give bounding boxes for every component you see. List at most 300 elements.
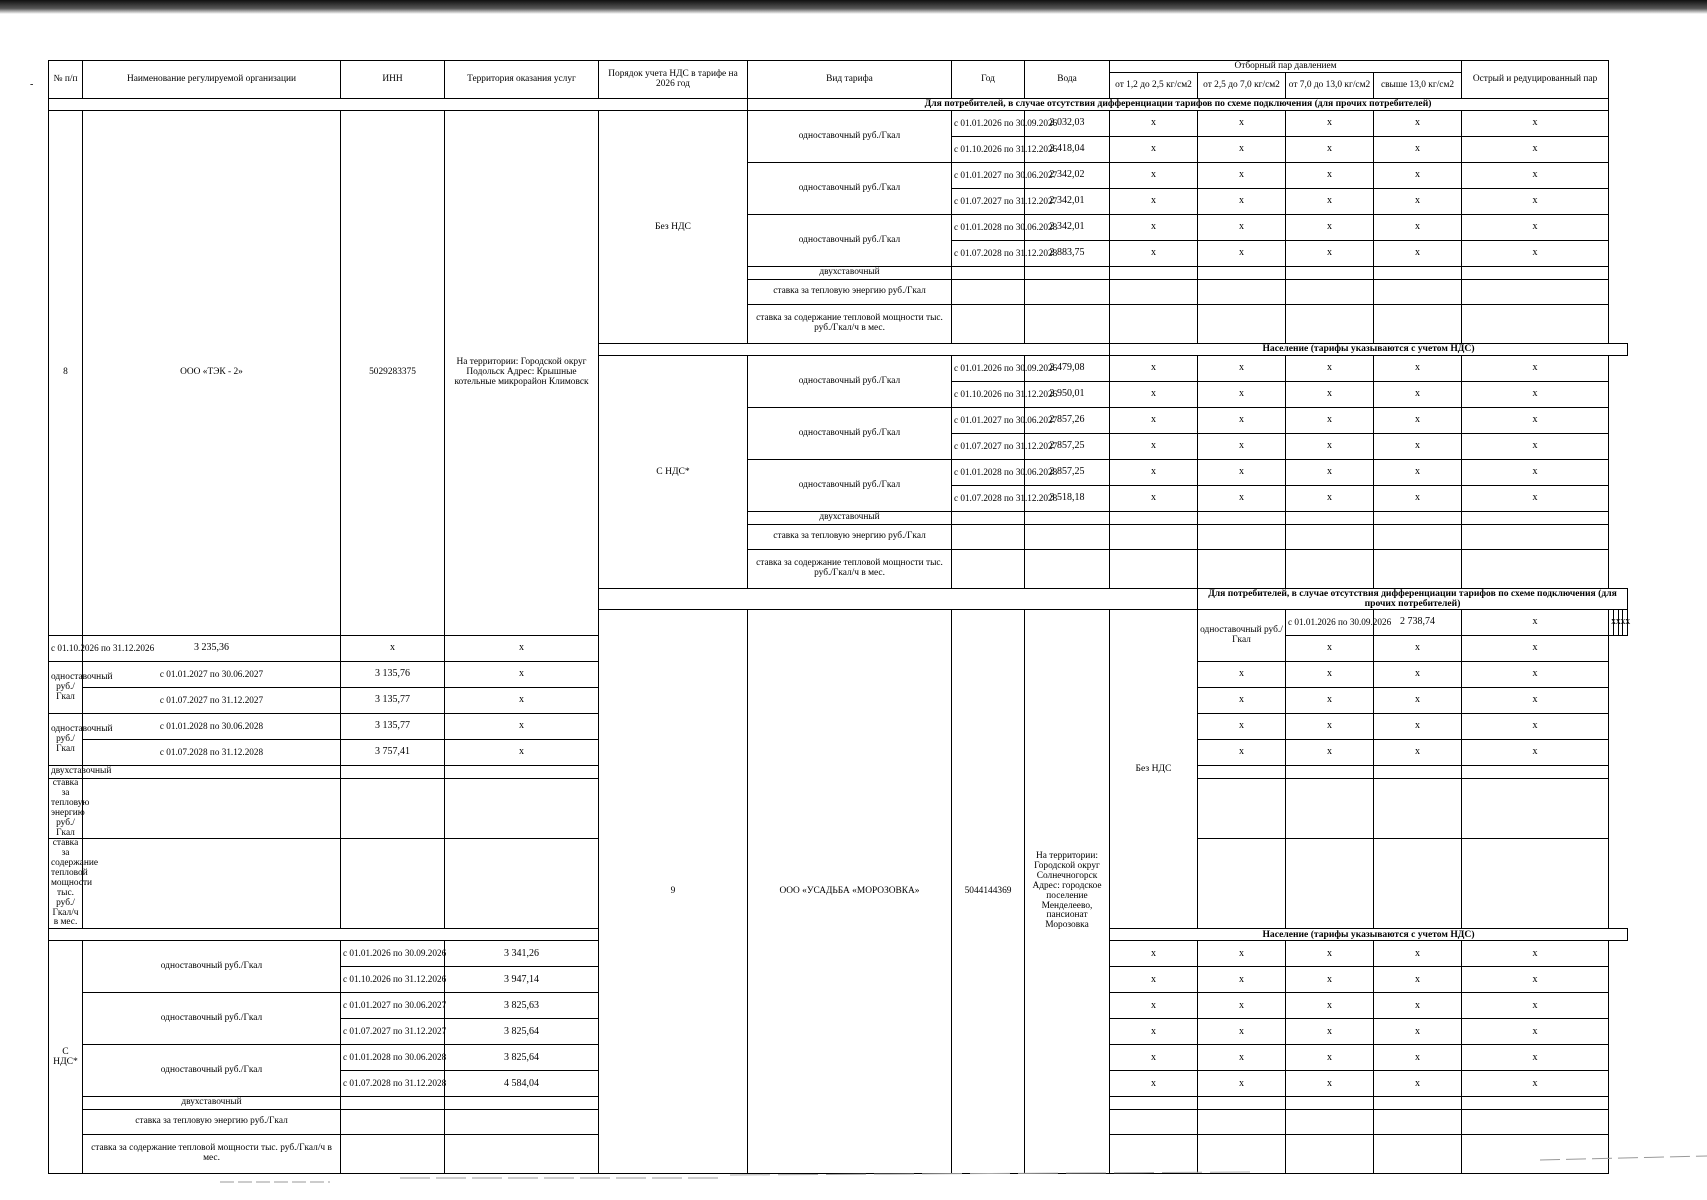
tariff-one-part: одноставочный руб./Гкал xyxy=(83,993,341,1045)
x-cell: x xyxy=(1462,740,1609,766)
empty-cell xyxy=(1374,839,1462,929)
x-cell: x xyxy=(1374,408,1462,434)
water-value: 2 883,75 xyxy=(1025,241,1110,267)
empty-cell xyxy=(1462,280,1609,305)
x-cell: x xyxy=(1374,714,1462,740)
tariff-one-part: одноставочный руб./Гкал xyxy=(83,1045,341,1097)
x-cell: x xyxy=(1462,215,1609,241)
x-cell: x xyxy=(1286,662,1374,688)
x-cell: x xyxy=(1286,1045,1374,1071)
empty-cell xyxy=(1286,1097,1374,1110)
band-label: Население (тарифы указываются с учетом НДС) xyxy=(1110,929,1628,941)
col-steam-group: Отборный пар давлением xyxy=(1110,61,1462,73)
x-cell: x xyxy=(1286,382,1374,408)
tariff-two-part: двухставочный xyxy=(83,1097,341,1110)
x-cell: x xyxy=(1374,356,1462,382)
x-cell: x xyxy=(1286,993,1374,1019)
x-cell: x xyxy=(1286,714,1374,740)
empty-cell xyxy=(952,550,1025,589)
x-cell: x xyxy=(1198,137,1286,163)
x-cell: x xyxy=(1198,189,1286,215)
x-cell: x xyxy=(1198,356,1286,382)
empty-cell xyxy=(1198,779,1286,839)
col-num: № п/п xyxy=(49,61,83,99)
period: с 01.01.2028 по 30.06.2028 xyxy=(83,714,341,740)
x-cell: x xyxy=(1198,460,1286,486)
org-number: 8 xyxy=(49,111,83,636)
empty-cell xyxy=(1374,512,1462,525)
empty-cell xyxy=(83,839,341,929)
x-cell: x xyxy=(445,688,599,714)
x-cell: x xyxy=(1462,993,1609,1019)
empty-cell xyxy=(1198,766,1286,779)
empty-cell xyxy=(1110,1097,1198,1110)
water-value: 2 342,01 xyxy=(1025,189,1110,215)
empty-cell xyxy=(445,1097,599,1110)
empty-cell xyxy=(1198,1110,1286,1135)
period: с 01.10.2026 по 31.12.2026 xyxy=(952,137,1025,163)
x-cell: x xyxy=(1110,408,1198,434)
x-cell: x xyxy=(1374,993,1462,1019)
water-value: 3 825,63 xyxy=(445,993,599,1019)
empty-cell xyxy=(1025,267,1110,280)
band-label: Для потребителей, в случае отсутствия дифференциации тарифов по схеме подключения (для прочих потребителей) xyxy=(1198,589,1628,610)
x-cell: x xyxy=(1198,993,1286,1019)
scan-top-edge xyxy=(0,0,1707,14)
period: с 01.10.2026 по 31.12.2026 xyxy=(49,636,83,662)
x-cell: x xyxy=(1110,189,1198,215)
tariff-capacity-rate: ставка за содержание тепловой мощности тыс. руб./Гкал/ч в мес. xyxy=(748,550,952,589)
x-cell: x xyxy=(1110,967,1198,993)
x-cell: x xyxy=(1110,241,1198,267)
x-cell: x xyxy=(1462,241,1609,267)
empty-cell xyxy=(1286,1110,1374,1135)
x-cell: x xyxy=(1462,1019,1609,1045)
tariff-one-part: одноставочный руб./Гкал xyxy=(748,460,952,512)
empty-cell xyxy=(445,766,599,779)
x-cell: x xyxy=(1623,610,1628,636)
x-cell: x xyxy=(1286,1019,1374,1045)
x-cell: x xyxy=(1462,382,1609,408)
x-cell: x xyxy=(1286,137,1374,163)
empty-cell xyxy=(1286,839,1374,929)
x-cell: x xyxy=(1198,1019,1286,1045)
empty-cell xyxy=(1110,280,1198,305)
band-left xyxy=(599,589,1198,610)
empty-cell xyxy=(1286,512,1374,525)
x-cell: x xyxy=(1374,941,1462,967)
x-cell: x xyxy=(1462,189,1609,215)
tariff-capacity-rate: ставка за содержание тепловой мощности тыс. руб./Гкал/ч в мес. xyxy=(49,839,83,929)
tariff-one-part: одноставочный руб./Гкал xyxy=(748,163,952,215)
empty-cell xyxy=(1198,1097,1286,1110)
org-inn: 5044144369 xyxy=(952,610,1025,1174)
period: с 01.07.2028 по 31.12.2028 xyxy=(952,241,1025,267)
x-cell: x xyxy=(1462,636,1609,662)
x-cell: x xyxy=(1462,1045,1609,1071)
tariff-one-part: одноставочный руб./Гкал xyxy=(748,215,952,267)
water-value: 3 825,64 xyxy=(445,1019,599,1045)
water-value: 3 757,41 xyxy=(341,740,445,766)
water-value: 3 135,77 xyxy=(341,714,445,740)
x-cell: x xyxy=(1374,215,1462,241)
empty-cell xyxy=(1025,512,1110,525)
org-inn: 5029283375 xyxy=(341,111,445,636)
water-value: 3 135,76 xyxy=(341,662,445,688)
period: с 01.01.2026 по 30.09.2026 xyxy=(952,356,1025,382)
margin-mark: - xyxy=(30,79,34,90)
water-value: 2 738,74 xyxy=(1374,610,1462,636)
empty-cell xyxy=(1462,550,1609,589)
tariff-one-part: одноставочный руб./Гкал xyxy=(748,111,952,163)
period: с 01.07.2028 по 31.12.2028 xyxy=(341,1071,445,1097)
band-left xyxy=(49,99,748,111)
period: с 01.01.2028 по 30.06.2028 xyxy=(952,460,1025,486)
x-cell: x xyxy=(1462,1071,1609,1097)
empty-cell xyxy=(1462,305,1609,344)
x-cell: x xyxy=(1374,688,1462,714)
empty-cell xyxy=(1374,267,1462,280)
empty-cell xyxy=(1110,550,1198,589)
x-cell: x xyxy=(1462,486,1609,512)
vat-order: Без НДС xyxy=(1110,610,1198,929)
water-value: 2 479,08 xyxy=(1025,356,1110,382)
x-cell: x xyxy=(1462,714,1609,740)
x-cell: x xyxy=(1462,408,1609,434)
org-territory: На территории: Городской округ Солнечногорск Адрес: городское поселение Менделеево, пансионат Морозовка xyxy=(1025,610,1110,1174)
water-value: 3 947,14 xyxy=(445,967,599,993)
x-cell: x xyxy=(1286,111,1374,137)
table-body xyxy=(49,98,1631,1174)
x-cell: x xyxy=(341,636,445,662)
col-inn: ИНН xyxy=(341,61,445,99)
tariff-one-part: одноставочный руб./Гкал xyxy=(49,714,83,766)
empty-cell xyxy=(952,305,1025,344)
org-name: ООО «УСАДЬБА «МОРОЗОВКА» xyxy=(748,610,952,1174)
x-cell: x xyxy=(1462,610,1609,636)
x-cell: x xyxy=(1198,382,1286,408)
period: с 01.07.2027 по 31.12.2027 xyxy=(83,688,341,714)
x-cell: x xyxy=(1462,356,1609,382)
empty-cell xyxy=(1462,1110,1609,1135)
empty-cell xyxy=(1286,267,1374,280)
tariff-two-part: двухставочный xyxy=(748,267,952,280)
x-cell: x xyxy=(1286,356,1374,382)
tariff-one-part: одноставочный руб./Гкал xyxy=(83,941,341,993)
x-cell: x xyxy=(1198,941,1286,967)
tariff-two-part: двухставочный xyxy=(49,766,83,779)
tariff-heat-rate: ставка за тепловую энергию руб./Гкал xyxy=(83,1110,341,1135)
col-steam-3: от 7,0 до 13,0 кг/см2 xyxy=(1286,73,1374,99)
empty-cell xyxy=(1374,550,1462,589)
col-water: Вода xyxy=(1025,61,1110,99)
water-value: 2 950,01 xyxy=(1025,382,1110,408)
tariff-one-part: одноставочный руб./Гкал xyxy=(1198,610,1286,662)
empty-cell xyxy=(445,779,599,839)
x-cell: x xyxy=(1198,408,1286,434)
empty-cell xyxy=(1025,305,1110,344)
x-cell: x xyxy=(1613,610,1618,636)
x-cell: x xyxy=(1198,163,1286,189)
x-cell: x xyxy=(1374,486,1462,512)
empty-cell xyxy=(1025,280,1110,305)
x-cell: x xyxy=(1286,408,1374,434)
x-cell: x xyxy=(1374,189,1462,215)
x-cell: x xyxy=(1286,740,1374,766)
col-steam-2: от 2,5 до 7,0 кг/см2 xyxy=(1198,73,1286,99)
x-cell: x xyxy=(1286,434,1374,460)
water-value: 3 341,26 xyxy=(445,941,599,967)
x-cell: x xyxy=(1110,993,1198,1019)
x-cell: x xyxy=(1110,1045,1198,1071)
empty-cell xyxy=(1462,525,1609,550)
empty-cell xyxy=(1110,267,1198,280)
x-cell: x xyxy=(1286,636,1374,662)
empty-cell xyxy=(1198,550,1286,589)
x-cell: x xyxy=(1374,662,1462,688)
col-org: Наименование регулируемой организации xyxy=(83,61,341,99)
period: с 01.07.2028 по 31.12.2028 xyxy=(952,486,1025,512)
water-value: 2 857,25 xyxy=(1025,460,1110,486)
period: с 01.07.2027 по 31.12.2027 xyxy=(341,1019,445,1045)
x-cell: x xyxy=(1374,460,1462,486)
period: с 01.01.2026 по 30.09.2026 xyxy=(341,941,445,967)
empty-cell xyxy=(1198,512,1286,525)
col-territory: Территория оказания услуг xyxy=(445,61,599,99)
empty-cell xyxy=(445,1110,599,1135)
x-cell: x xyxy=(1374,241,1462,267)
period: с 01.07.2028 по 31.12.2028 xyxy=(83,740,341,766)
empty-cell xyxy=(445,839,599,929)
x-cell: x xyxy=(1110,486,1198,512)
x-cell: x xyxy=(1110,1019,1198,1045)
water-value: 3 825,64 xyxy=(445,1045,599,1071)
water-value: 3 135,77 xyxy=(341,688,445,714)
empty-cell xyxy=(1198,305,1286,344)
x-cell: x xyxy=(1198,1045,1286,1071)
band-label: Для потребителей, в случае отсутствия дифференциации тарифов по схеме подключения (для прочих потребителей) xyxy=(748,99,1609,111)
empty-cell xyxy=(1462,1097,1609,1110)
period: с 01.01.2027 по 30.06.2027 xyxy=(83,662,341,688)
empty-cell xyxy=(1462,267,1609,280)
x-cell: x xyxy=(1462,967,1609,993)
empty-cell xyxy=(1286,280,1374,305)
empty-cell xyxy=(1286,779,1374,839)
empty-cell xyxy=(1462,779,1609,839)
x-cell: x xyxy=(1110,111,1198,137)
period: с 01.10.2026 по 31.12.2026 xyxy=(952,382,1025,408)
period: с 01.01.2028 по 30.06.2028 xyxy=(341,1045,445,1071)
x-cell: x xyxy=(1110,137,1198,163)
period: с 01.10.2026 по 31.12.2026 xyxy=(341,967,445,993)
col-steam-4: свыше 13,0 кг/см2 xyxy=(1374,73,1462,99)
empty-cell xyxy=(1110,1110,1198,1135)
tariff-one-part: одноставочный руб./Гкал xyxy=(49,662,83,714)
empty-cell xyxy=(1025,525,1110,550)
header-row-1 xyxy=(49,61,1628,73)
x-cell: x xyxy=(1286,215,1374,241)
x-cell: x xyxy=(1374,1045,1462,1071)
band-label: Население (тарифы указываются с учетом НДС) xyxy=(1110,344,1628,356)
x-cell: x xyxy=(445,714,599,740)
empty-cell xyxy=(1374,766,1462,779)
section-band xyxy=(49,99,1628,111)
empty-cell xyxy=(952,280,1025,305)
x-cell: x xyxy=(1198,740,1286,766)
tariff-one-part: одноставочный руб./Гкал xyxy=(748,356,952,408)
x-cell: x xyxy=(1462,688,1609,714)
water-value: 3 235,36 xyxy=(83,636,341,662)
water-value: 2 857,25 xyxy=(1025,434,1110,460)
empty-cell xyxy=(341,1097,445,1110)
empty-cell xyxy=(1286,550,1374,589)
table-row xyxy=(49,111,1628,137)
period: с 01.01.2028 по 30.06.2028 xyxy=(952,215,1025,241)
x-cell: x xyxy=(1110,1071,1198,1097)
org-territory: На территории: Городской округ Подольск Адрес: Крышные котельные микрорайон Климовск xyxy=(445,111,599,636)
x-cell: x xyxy=(1110,215,1198,241)
empty-cell xyxy=(1025,550,1110,589)
empty-cell xyxy=(1462,839,1609,929)
x-cell: x xyxy=(1198,688,1286,714)
water-value: 4 584,04 xyxy=(445,1071,599,1097)
x-cell: x xyxy=(1110,941,1198,967)
x-cell: x xyxy=(1198,714,1286,740)
empty-cell xyxy=(1110,525,1198,550)
empty-cell xyxy=(1198,525,1286,550)
x-cell: x xyxy=(1286,241,1374,267)
tariff-two-part: двухставочный xyxy=(748,512,952,525)
empty-cell xyxy=(1374,525,1462,550)
x-cell: x xyxy=(1374,636,1462,662)
empty-cell xyxy=(1198,267,1286,280)
period: с 01.07.2027 по 31.12.2027 xyxy=(952,189,1025,215)
empty-cell xyxy=(1462,766,1609,779)
empty-cell xyxy=(1462,512,1609,525)
tariff-heat-rate: ставка за тепловую энергию руб./Гкал xyxy=(49,779,83,839)
x-cell: x xyxy=(1374,163,1462,189)
x-cell: x xyxy=(1198,967,1286,993)
col-tariff-type: Вид тарифа xyxy=(748,61,952,99)
x-cell: x xyxy=(1198,241,1286,267)
x-cell: x xyxy=(1286,1071,1374,1097)
x-cell: x xyxy=(1286,967,1374,993)
empty-cell xyxy=(341,766,445,779)
period: с 01.01.2027 по 30.06.2027 xyxy=(341,993,445,1019)
x-cell: x xyxy=(1374,967,1462,993)
water-value: 2 032,03 xyxy=(1025,111,1110,137)
x-cell: x xyxy=(1609,610,1614,636)
empty-cell xyxy=(83,766,341,779)
water-value: 2 857,26 xyxy=(1025,408,1110,434)
x-cell: x xyxy=(1374,111,1462,137)
period: с 01.01.2026 по 30.09.2026 xyxy=(952,111,1025,137)
x-cell: x xyxy=(1198,215,1286,241)
empty-cell xyxy=(952,525,1025,550)
empty-cell xyxy=(952,512,1025,525)
x-cell: x xyxy=(1286,163,1374,189)
x-cell: x xyxy=(1286,189,1374,215)
col-sharp-steam: Острый и редуцированный пар xyxy=(1462,61,1609,99)
x-cell: x xyxy=(445,636,599,662)
empty-cell xyxy=(1110,305,1198,344)
x-cell: x xyxy=(1462,941,1609,967)
tariff-one-part: одноставочный руб./Гкал xyxy=(748,408,952,460)
x-cell: x xyxy=(1462,662,1609,688)
empty-cell xyxy=(1374,779,1462,839)
empty-cell xyxy=(1198,839,1286,929)
empty-cell xyxy=(341,779,445,839)
x-cell: x xyxy=(1374,1071,1462,1097)
x-cell: x xyxy=(1374,740,1462,766)
x-cell: x xyxy=(1198,111,1286,137)
period: с 01.01.2027 по 30.06.2027 xyxy=(952,408,1025,434)
empty-cell xyxy=(1110,512,1198,525)
org-number: 9 xyxy=(599,610,748,1174)
x-cell: x xyxy=(1374,434,1462,460)
x-cell: x xyxy=(1462,111,1609,137)
x-cell: x xyxy=(1374,1019,1462,1045)
x-cell: x xyxy=(1286,688,1374,714)
x-cell: x xyxy=(1374,137,1462,163)
empty-cell xyxy=(83,779,341,839)
period: с 01.01.2027 по 30.06.2027 xyxy=(952,163,1025,189)
tariff-heat-rate: ставка за тепловую энергию руб./Гкал xyxy=(748,525,952,550)
org-name: ООО «ТЭК - 2» xyxy=(83,111,341,636)
x-cell: x xyxy=(1110,356,1198,382)
x-cell: x xyxy=(1198,434,1286,460)
x-cell: x xyxy=(1110,382,1198,408)
water-value: 2 418,04 xyxy=(1025,137,1110,163)
tariff-capacity-rate: ставка за содержание тепловой мощности тыс. руб./Гкал/ч в мес. xyxy=(83,1135,341,1174)
x-cell: x xyxy=(1198,486,1286,512)
x-cell: x xyxy=(1462,434,1609,460)
empty-cell xyxy=(341,839,445,929)
tariff-heat-rate: ставка за тепловую энергию руб./Гкал xyxy=(748,280,952,305)
x-cell: x xyxy=(1462,163,1609,189)
empty-cell xyxy=(952,267,1025,280)
empty-cell xyxy=(1374,1097,1462,1110)
x-cell: x xyxy=(445,662,599,688)
tariff-capacity-rate: ставка за содержание тепловой мощности тыс. руб./Гкал/ч в мес. xyxy=(748,305,952,344)
water-value: 2 342,01 xyxy=(1025,215,1110,241)
tariff-table xyxy=(48,60,1631,1174)
empty-cell xyxy=(1286,525,1374,550)
period: с 01.07.2027 по 31.12.2027 xyxy=(952,434,1025,460)
vat-order: С НДС* xyxy=(49,941,83,1174)
col-year: Год xyxy=(952,61,1025,99)
empty-cell xyxy=(1286,766,1374,779)
x-cell: x xyxy=(1286,486,1374,512)
empty-cell xyxy=(1198,280,1286,305)
scan-bottom-marks xyxy=(0,1150,1707,1190)
water-value: 3 518,18 xyxy=(1025,486,1110,512)
x-cell: x xyxy=(1110,460,1198,486)
x-cell: x xyxy=(1462,137,1609,163)
x-cell: x xyxy=(1374,382,1462,408)
col-vat-order: Порядок учета НДС в тарифе на 2026 год xyxy=(599,61,748,99)
water-value: 2 342,02 xyxy=(1025,163,1110,189)
empty-cell xyxy=(1374,1110,1462,1135)
x-cell: x xyxy=(1618,610,1623,636)
empty-cell xyxy=(1374,305,1462,344)
x-cell: x xyxy=(1286,460,1374,486)
period: с 01.01.2026 по 30.09.2026 xyxy=(1286,610,1374,636)
x-cell: x xyxy=(1198,1071,1286,1097)
x-cell: x xyxy=(1198,662,1286,688)
x-cell: x xyxy=(445,740,599,766)
x-cell: x xyxy=(1110,163,1198,189)
